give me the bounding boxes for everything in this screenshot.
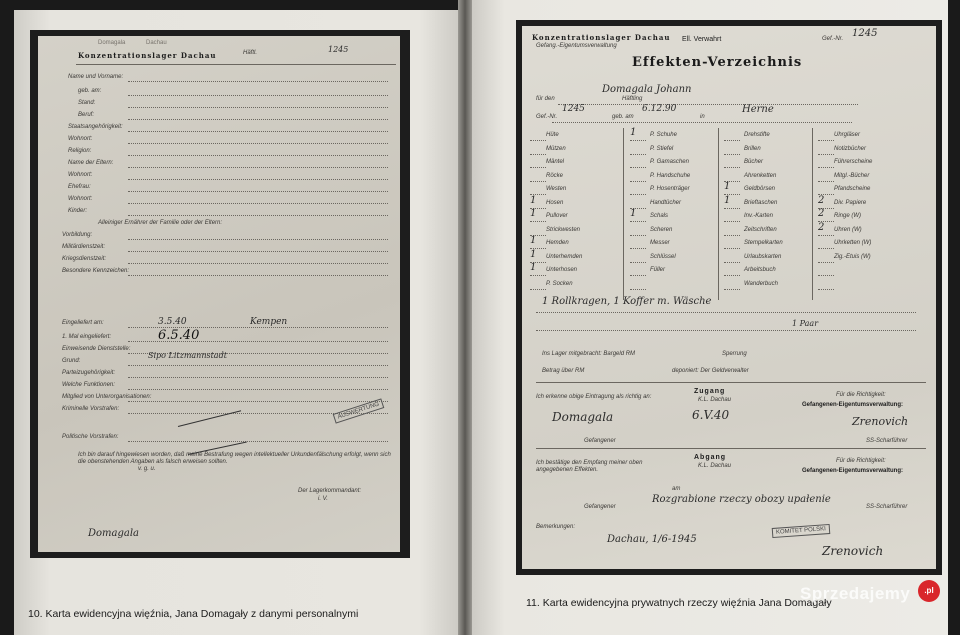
field-label: Grund: <box>62 358 81 364</box>
inventory-row-line <box>630 181 646 182</box>
left-card-photo <box>30 30 410 558</box>
field-label: Name und Vorname: <box>68 74 124 80</box>
inventory-item-qty: 2 <box>818 194 825 206</box>
gefangener-label: Gefangener <box>584 504 616 510</box>
inventory-item-label: Drehstifte <box>744 132 770 138</box>
inventory-row-line <box>724 235 740 236</box>
field-label: Vorbildung: <box>62 232 93 238</box>
field-label: Ich bin darauf hingewiesen worden, daß meine Bestrafung wegen intellektueller Urkundenfälschung erfolgt, wenn sich die obenstehenden Angaben als falsch erweisen sollten. <box>78 452 391 465</box>
inventory-item-label: Wanderbuch <box>744 280 778 287</box>
inventory-item-label: Schlüssel <box>650 253 676 260</box>
num-value: 1245 <box>852 28 878 39</box>
field-line <box>128 191 388 192</box>
field-label: Religion: <box>68 148 92 154</box>
field-label: Ehefrau: <box>68 184 91 190</box>
inventory-item-label: Hüte <box>546 132 559 138</box>
deponiert-label: deponiert: Der Geldverwalter <box>672 368 749 374</box>
inventory-item-label: Mitgl.-Bücher <box>834 172 870 179</box>
inventory-row-line <box>530 167 546 168</box>
inventory-item-label: Geldbörsen <box>744 186 776 192</box>
field-line <box>128 155 388 156</box>
inventory-item-label: Ringe (W) <box>834 213 862 219</box>
extra-hw: 1 Rollkragen, 1 Koffer m. Wäsche <box>542 296 712 307</box>
zugang-sig: Domagala <box>552 410 614 424</box>
zugang-right2: Gefangenen-Eigentumsverwaltung: <box>802 402 904 408</box>
inventory-item-label: Messer <box>650 240 670 246</box>
zugang-official-sig: Zrenovich <box>852 415 909 428</box>
name-hw: Domagala Johann <box>602 84 692 95</box>
abgang-sub: K.L. Dachau <box>698 463 732 469</box>
inventory-item-label: Mäntel <box>546 159 565 165</box>
inventory-row-line <box>818 235 834 236</box>
field-line <box>128 167 388 168</box>
inventory-row-line <box>818 140 834 141</box>
inventory-item-label: Westen <box>546 186 567 192</box>
inventory-row-line <box>630 140 646 141</box>
section-rule <box>536 448 926 449</box>
inventory-item-label: Uhrketten (W) <box>834 240 872 246</box>
inventory-item-label: P. Schuhe <box>650 132 677 138</box>
hw-date-in: 3.5.40 <box>158 317 187 327</box>
field-label: Beruf: <box>78 112 95 118</box>
schein-label: Sperrung <box>722 351 747 357</box>
inventory-item-label: Ahrenketten <box>744 172 777 179</box>
field-label: v. g. u. <box>138 466 156 472</box>
card-title: Effekten-Verzeichnis <box>632 55 803 70</box>
inventory-item-label: Pullover <box>546 213 568 219</box>
field-label: Besondere Kennzeichen: <box>62 268 130 274</box>
abgang-right: Für die Richtigkeit: <box>836 458 886 464</box>
field-label: Alleiniger Ernährer der Familie oder der Eltern: <box>98 220 223 226</box>
inventory-item-label: P. Stiefel <box>650 145 674 152</box>
gefangener-label: Gefangener <box>584 438 616 444</box>
gef-nr-hw: 1245 <box>562 104 585 114</box>
inventory-item-label: Uhrgläser <box>834 132 861 138</box>
field-label: Welche Funktionen: <box>62 382 115 388</box>
field-line <box>128 131 388 132</box>
right-card-photo <box>516 20 942 575</box>
inventory-item-label: Führerscheine <box>834 159 873 165</box>
inventory-row-line <box>530 140 546 141</box>
field-label: Parteizugehörigkeit: <box>62 370 116 376</box>
field-line <box>128 401 388 402</box>
inventory-item-label: Strickwesten <box>546 226 581 233</box>
inventory-item-qty: 1 <box>724 181 731 192</box>
extra-hw2: 1 Paar <box>792 319 819 328</box>
zugang-left: Ich erkenne obige Eintragung als richtig an: <box>536 394 652 400</box>
inventory-row-line <box>630 262 646 263</box>
inventory-row-line <box>724 262 740 263</box>
inventory-item-label: Pfandscheine <box>834 186 871 192</box>
watermark-text: Sprzedajemy <box>800 584 911 603</box>
caption-left: 10. Karta ewidencyjna więźnia, Jana Domagały z danymi personalnymi <box>28 608 359 620</box>
inventory-item-label: Brillen <box>744 145 761 152</box>
inventory-row-line <box>630 275 646 276</box>
dob-line <box>552 122 852 123</box>
field-line <box>128 179 388 180</box>
inventory-item-label: P. Handschuhe <box>650 172 691 179</box>
inventory-row-line <box>818 181 834 182</box>
section-rule <box>536 382 926 383</box>
inventory-row-line <box>724 154 740 155</box>
inventory-item-qty: 2 <box>818 208 825 219</box>
inventory-row-line <box>724 167 740 168</box>
inventory-row-line <box>818 154 834 155</box>
inventory-row-line <box>818 275 834 276</box>
inventory-item-label: Div. Papiere <box>834 199 867 206</box>
caption-right: 11. Karta ewidencyjna prywatnych rzeczy więźnia Jana Domagały <box>526 597 832 609</box>
inventory-item-label: Mützen <box>546 145 566 152</box>
hw-authority: Sipo Litzmannstadt <box>148 351 227 360</box>
field-line <box>128 251 388 252</box>
in-hw: Herne <box>742 104 774 115</box>
field-line <box>128 119 388 120</box>
inventory-item-label: Scheren <box>650 226 673 233</box>
inventory-item-label: Zeitschriften <box>744 226 777 233</box>
field-label: geb. am: <box>78 88 102 94</box>
inventory-item-label: Füller <box>650 267 666 273</box>
field-label: Politische Vorstrafen: <box>62 434 119 440</box>
inventory-row-line <box>630 248 646 249</box>
inventory-row-line <box>724 221 740 222</box>
field-line <box>128 203 388 204</box>
num-label: Gef.-Nr. <box>822 36 844 42</box>
name-line <box>558 104 858 105</box>
zugang-date: 6.V.40 <box>692 408 730 422</box>
header-rule <box>76 64 396 65</box>
final-signature: Zrenovich <box>822 544 884 558</box>
field-line <box>128 95 388 96</box>
inventory-row-line <box>818 289 834 290</box>
inventory-item-label: P. Hosenträger <box>650 186 690 192</box>
org-sub: Gefang.-Eigentumsverwaltung <box>536 43 617 49</box>
field-line <box>128 377 388 378</box>
inventory-row-line <box>530 154 546 155</box>
inventory-row-line <box>630 167 646 168</box>
card-header-right: Häftl. <box>243 50 258 56</box>
inventory-item-label: Inv.-Karten <box>744 213 773 219</box>
inventory-row-line <box>530 289 546 290</box>
inventory-item-qty: 1 <box>530 235 537 246</box>
inventory-item-qty: 1 <box>530 248 537 260</box>
inventory-item-label: Urlaubskarten <box>744 253 782 260</box>
inventory-item-qty: 1 <box>530 262 537 273</box>
field-label: Kriminelle Vorstrafen: <box>62 406 120 412</box>
gef-nr-label: Gef.-Nr. <box>536 114 558 120</box>
geld-label: Ins Lager mitgebracht: Bargeld RM <box>542 351 636 357</box>
abgang-am: am <box>672 486 681 492</box>
field-label: Mitglied von Unterorganisationen: <box>62 394 152 400</box>
field-label: Name der Eltern: <box>68 160 114 166</box>
inventory-item-qty: 1 <box>530 194 537 206</box>
field-label: Eingeliefert am: <box>62 320 104 326</box>
column-divider <box>623 128 624 300</box>
haeftling-label: Häftling <box>622 96 643 102</box>
inventory-row-line <box>530 181 546 182</box>
field-label: Staatsangehörigkeit: <box>68 124 123 130</box>
field-label: 1. Mal eingeliefert: <box>62 334 112 340</box>
inventory-row-line <box>630 221 646 222</box>
book-spine <box>458 0 472 635</box>
inventory-item-label: Brieftaschen <box>744 199 778 206</box>
inventory-item-label: Schals <box>650 213 669 219</box>
field-label: Wohnort: <box>68 136 93 142</box>
card-header-small2: Dachau <box>146 40 167 46</box>
ss-schar-label: SS-Scharführer <box>866 504 908 510</box>
field-line <box>128 143 388 144</box>
inventory-row-line <box>530 275 546 276</box>
field-line <box>128 275 388 276</box>
field-label: Kinder: <box>68 208 88 214</box>
inventory-item-label: Hemden <box>546 240 569 246</box>
zugang-sub: K.L. Dachau <box>698 397 732 403</box>
inventory-item-qty: 1 <box>530 208 537 219</box>
inventory-item-label: P. Gamaschen <box>650 159 689 165</box>
field-line <box>128 263 388 264</box>
inventory-row-line <box>724 140 740 141</box>
inventory-row-line <box>724 248 740 249</box>
field-line <box>128 215 388 216</box>
verwahrt-label: Ell. Verwahrt <box>682 36 722 43</box>
inventory-row-line <box>818 262 834 263</box>
hw-place: Kempen <box>250 317 288 327</box>
card-header-small: Domagala <box>98 40 126 46</box>
extra-line <box>536 312 916 313</box>
card-header-title: Konzentrationslager Dachau <box>78 51 217 60</box>
betrag-label: Betrag über RM <box>542 368 585 374</box>
inventory-row-line <box>630 235 646 236</box>
inventory-row-line <box>530 221 546 222</box>
field-line <box>128 441 388 442</box>
abgang-right2: Gefangenen-Eigentumsverwaltung: <box>802 468 904 474</box>
column-divider <box>718 128 719 300</box>
field-label: Wohnort: <box>68 196 93 202</box>
field-label: Wohnort: <box>68 172 93 178</box>
inventory-row-line <box>724 208 740 209</box>
org-title: Konzentrationslager Dachau <box>532 33 671 42</box>
inventory-row-line <box>818 167 834 168</box>
abgang-left: Ich bestätige den Empfang meiner oben angegebenen Effekten. <box>536 460 643 473</box>
prisoner-signature: Domagala <box>88 528 140 539</box>
in-label: in <box>700 114 705 120</box>
komitet-stamp: KOMITET POLSKI <box>772 524 830 538</box>
inventory-item-qty: 1 <box>724 194 731 206</box>
field-label: Einweisende Dienststelle: <box>62 346 131 352</box>
inventory-item-label: Notizbücher <box>834 145 867 152</box>
field-label: Der Lagerkommandant: <box>298 488 362 494</box>
inventory-item-label: Handtücher <box>650 199 682 206</box>
abgang-title: Abgang <box>694 454 727 461</box>
inventory-item-label: Uhren (W) <box>834 226 862 233</box>
geb-hw: 6.12.90 <box>642 104 677 114</box>
zugang-title: Zugang <box>694 388 726 395</box>
inventory-item-label: Arbeitsbuch <box>744 267 776 273</box>
effects-inventory-card <box>522 26 936 569</box>
bemerkungen-label: Bemerkungen: <box>536 524 576 530</box>
inventory-item-qty: 1 <box>630 127 637 138</box>
field-line <box>128 389 388 390</box>
field-line <box>128 239 388 240</box>
ss-schar-label: SS-Scharführer <box>866 438 908 444</box>
field-line <box>128 107 388 108</box>
inventory-item-qty: 1 <box>630 208 637 219</box>
field-line <box>128 81 388 82</box>
inventory-row-line <box>724 289 740 290</box>
field-line <box>128 365 388 366</box>
inventory-item-label: P. Socken <box>546 280 573 287</box>
inventory-item-label: Stempelkarten <box>744 240 783 246</box>
inventory-row-line <box>630 289 646 290</box>
inventory-row-line <box>724 275 740 276</box>
auswertung-stamp: AUSWERTUNG <box>333 398 385 423</box>
zugang-right: Für die Richtigkeit: <box>836 392 886 398</box>
bem-hw2: Dachau, 1/6-1945 <box>607 534 697 545</box>
card-number: 1245 <box>328 45 349 54</box>
field-label: Kriegsdienstzeit: <box>62 256 107 262</box>
geb-label: geb. am <box>612 114 634 120</box>
field-label: Stand: <box>78 100 96 106</box>
inventory-item-label: Unterhosen <box>546 267 578 273</box>
inventory-item-label: Zig.-Etuis (W) <box>834 253 871 260</box>
column-divider <box>812 128 813 300</box>
inventory-item-label: Röcke <box>546 172 564 179</box>
field-label: i. V. <box>318 496 328 502</box>
extra-line <box>536 330 916 331</box>
field-label: Militärdienstzeit: <box>62 244 106 250</box>
inventory-item-label: Unterhemden <box>546 253 583 260</box>
hw-date-first: 6.5.40 <box>158 328 200 343</box>
bem-hw: Rozgrabione rzeczy obozy upałenie <box>652 494 831 505</box>
watermark-badge: .pl <box>918 580 940 602</box>
inventory-item-label: Bücher <box>744 159 764 165</box>
inventory-row-line <box>630 194 646 195</box>
inventory-item-qty: 2 <box>818 221 825 233</box>
inventory-row-line <box>818 248 834 249</box>
inventory-row-line <box>630 154 646 155</box>
inventory-item-label: Hosen <box>546 199 564 206</box>
prisoner-registration-card <box>38 36 400 552</box>
fuer-den-label: für den <box>536 96 555 102</box>
